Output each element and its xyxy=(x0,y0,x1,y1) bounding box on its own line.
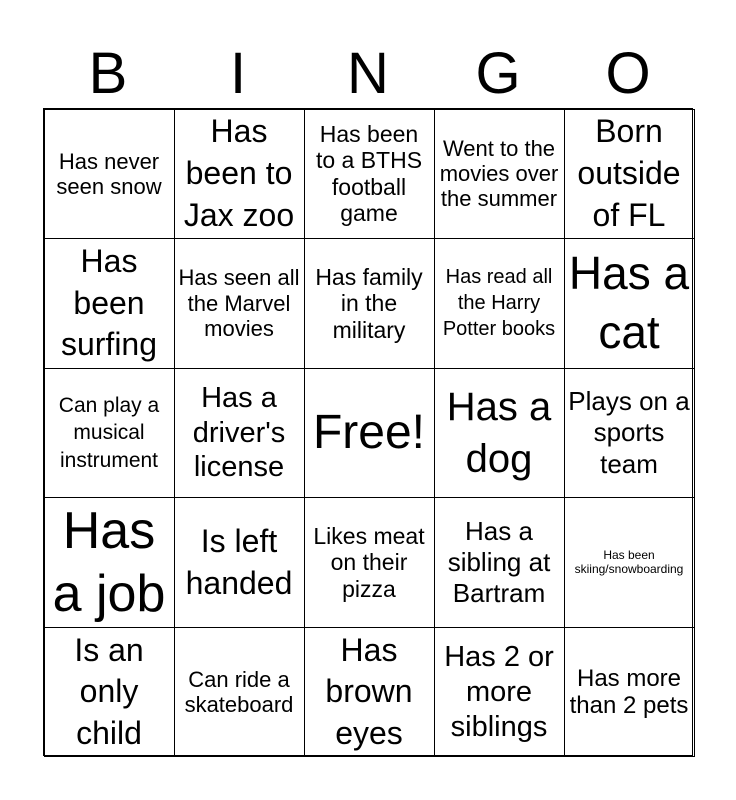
bingo-cell[interactable]: Has family in the military xyxy=(304,238,435,369)
bingo-cell[interactable]: Has been skiing/snowboarding xyxy=(564,497,695,628)
bingo-cell[interactable]: Has been to Jax zoo xyxy=(174,109,305,240)
bingo-cell[interactable]: Has a driver's license xyxy=(174,368,305,499)
bingo-cell[interactable]: Has never seen snow xyxy=(44,109,175,240)
bingo-cell[interactable]: Is an only child xyxy=(44,627,175,758)
bingo-cell[interactable]: Born outside of FL xyxy=(564,109,695,240)
bingo-cell[interactable]: Has more than 2 pets xyxy=(564,627,695,758)
bingo-cell[interactable]: Has brown eyes xyxy=(304,627,435,758)
header-letter-g: G xyxy=(475,41,521,106)
bingo-cell[interactable]: Has a dog xyxy=(434,368,565,499)
bingo-cell[interactable]: Has been to a BTHS football game xyxy=(304,109,435,240)
header-letter-o: O xyxy=(605,41,651,106)
header-letter-b: B xyxy=(88,41,128,106)
bingo-cell[interactable]: Has a sibling at Bartram xyxy=(434,497,565,628)
bingo-cell[interactable]: Has been surfing xyxy=(44,238,175,369)
bingo-cell[interactable]: Likes meat on their pizza xyxy=(304,497,435,628)
bingo-cell[interactable]: Can ride a skateboard xyxy=(174,627,305,758)
bingo-cell[interactable]: Plays on a sports team xyxy=(564,368,695,499)
bingo-cell[interactable]: Has a job xyxy=(44,497,175,628)
bingo-cell[interactable]: Can play a musical instrument xyxy=(44,368,175,499)
free-space[interactable]: Free! xyxy=(304,368,435,499)
bingo-cell[interactable]: Has read all the Harry Potter books xyxy=(434,238,565,369)
bingo-cell[interactable]: Has seen all the Marvel movies xyxy=(174,238,305,369)
bingo-header xyxy=(43,41,693,106)
bingo-cell[interactable]: Is left handed xyxy=(174,497,305,628)
bingo-cell[interactable]: Has 2 or more siblings xyxy=(434,627,565,758)
bingo-cell[interactable]: Went to the movies over the summer xyxy=(434,109,565,240)
header-letter-i: I xyxy=(229,41,247,106)
header-letter-n: N xyxy=(347,41,389,106)
bingo-card-grid xyxy=(43,108,693,756)
bingo-cell[interactable]: Has a cat xyxy=(564,238,695,369)
